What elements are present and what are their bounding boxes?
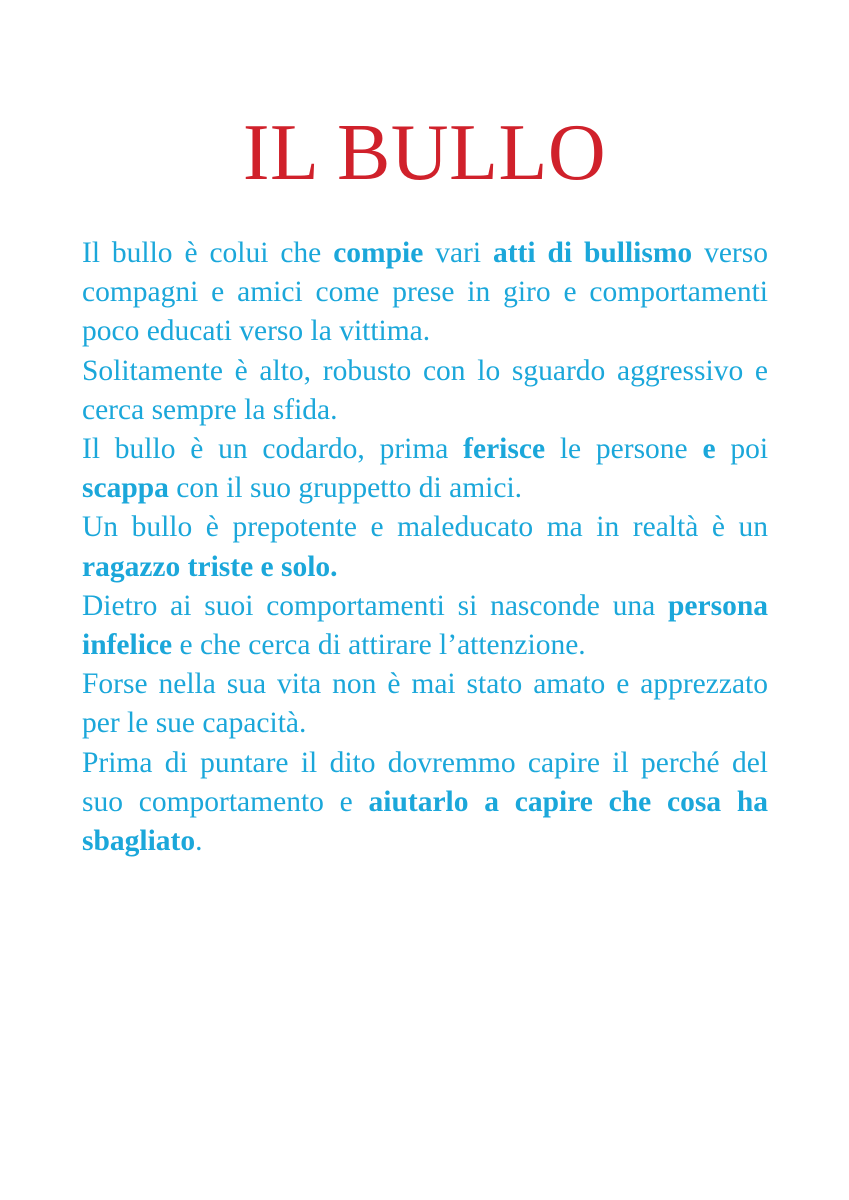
text-run: Il bullo è un codardo, prima (82, 433, 464, 466)
bold-text-run: e (702, 433, 716, 466)
paragraph (82, 744, 768, 862)
paragraph (82, 352, 768, 430)
page-title: IL BULLO (242, 109, 607, 197)
bold-text-run: ferisce (463, 433, 546, 466)
bold-text-run: scappa (82, 472, 169, 505)
paragraph (82, 430, 768, 508)
bold-text-run: atti di bullismo (492, 237, 693, 269)
paragraph (82, 587, 768, 665)
text-run: Forse nella sua vita non è mai stato amato e apprezzato per le sue capacità. (82, 668, 768, 740)
text-run: poi (715, 433, 769, 466)
paragraph (82, 665, 768, 743)
body-text (82, 234, 768, 861)
text-run: Dietro ai suoi comportamenti si nasconde una (82, 589, 669, 622)
text-run: Un bullo è prepotente e maleducato ma in realtà è un (82, 511, 768, 544)
text-run: con il suo gruppetto di amici. (168, 472, 523, 505)
paragraph (82, 508, 768, 586)
paragraph (82, 234, 768, 352)
text-run: e che cerca di attirare l’attenzione. (172, 629, 586, 662)
bold-text-run: ragazzo triste e solo. (82, 550, 338, 583)
text-run: Il bullo è colui che (82, 237, 334, 269)
bold-text-run: compie (333, 237, 424, 269)
text-run: vari (423, 237, 493, 269)
text-run: Solitamente è alto, robusto con lo sguardo aggressivo e cerca sempre la sfida. (82, 354, 768, 426)
text-run: . (195, 825, 203, 858)
text-run: Prima di puntare il dito dovremmo capire il perché del suo comportamento e (82, 746, 768, 818)
text-run: verso compagni e amici come prese in giro e comportamenti poco educati verso la vittima. (82, 237, 768, 348)
bold-text-run: persona infelice (82, 589, 768, 662)
bold-text-run: aiutarlo a capire che cosa ha sbagliato (82, 785, 768, 858)
text-run: le persone (545, 433, 703, 466)
